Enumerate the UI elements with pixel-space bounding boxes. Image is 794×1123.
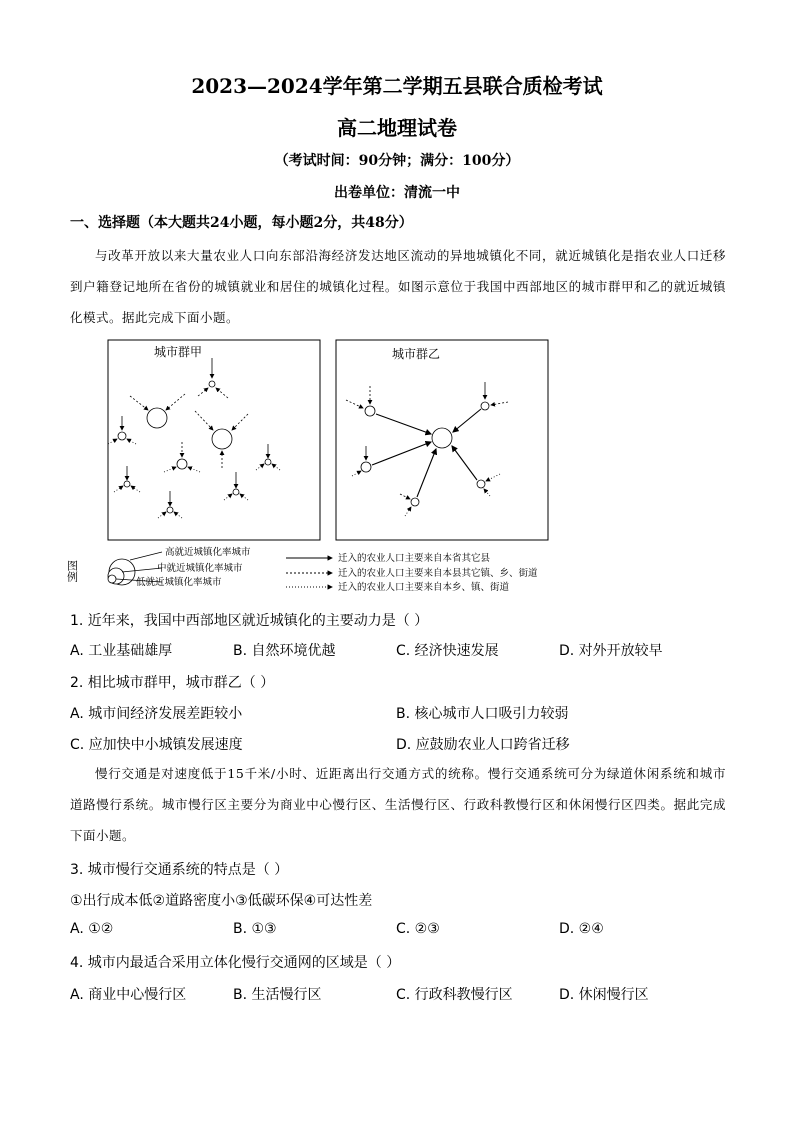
question-2-option-c[interactable]: C. 应加快中小城镇发展速度 <box>70 737 243 753</box>
question-3-option-d[interactable]: D. ②④ <box>559 921 604 937</box>
question-1-option-c[interactable]: C. 经济快速发展 <box>396 643 499 659</box>
question-2-option-a[interactable]: A. 城市间经济发展差距较小 <box>70 706 243 722</box>
passage-2: 慢行交通是对速度低于15千米/小时、近距离出行交通方式的统称。慢行交通系统可分为绿道休闲系统和城市道路慢行系统。城市慢行区主要分为商业中心慢行区、生活慢行区、行政科教慢行区和休闲慢行区四类。据此完成下面小题。 <box>70 766 726 843</box>
urbanization-figure <box>65 336 730 598</box>
city-group-yi-network <box>346 382 508 516</box>
question-1-option-b[interactable]: B. 自然环境优越 <box>233 643 336 659</box>
city-group-yi-label: 城市群乙 <box>392 347 441 361</box>
legend-arrow1: 迁入的农业人口主要来自本省其它县 <box>338 553 491 564</box>
passage-1: 与改革开放以来大量农业人口向东部沿海经济发达地区流动的异地城镇化不同，就近城镇化是指农业人口迁移到户籍登记地所在省份的城镇就业和居住的城镇化过程。如图示意位于我国中西部地区的城市群甲和乙的就近城镇化模式。据此完成下面小题。 <box>70 248 726 325</box>
question-3-stem: 3. 城市慢行交通系统的特点是（ ） <box>70 862 289 878</box>
exam-subtitle: 高二地理试卷 <box>337 116 457 140</box>
question-4-stem: 4. 城市内最适合采用立体化慢行交通网的区域是（ ） <box>70 955 401 971</box>
exam-title: 2023—2024学年第二学期五县联合质检考试 <box>191 74 603 98</box>
section-heading: 一、选择题（本大题共24小题，每小题2分，共48分） <box>70 215 413 231</box>
legend-low: 低就近城镇化率城市 <box>136 577 222 588</box>
city-group-jia-label: 城市群甲 <box>154 345 203 359</box>
question-3-statements: ①出行成本低②道路密度小③低碳环保④可达性差 <box>70 893 373 909</box>
question-3-option-c[interactable]: C. ②③ <box>396 921 440 937</box>
question-4-option-c[interactable]: C. 行政科教慢行区 <box>396 987 513 1003</box>
question-2-option-b[interactable]: B. 核心城市人口吸引力较弱 <box>396 706 569 722</box>
exam-info: （考试时间：90分钟；满分：100分） <box>274 153 520 169</box>
question-3-option-b[interactable]: B. ①③ <box>233 921 277 937</box>
city-group-jia-network <box>108 358 280 518</box>
legend-mid: 中就近城镇化率城市 <box>157 563 243 574</box>
question-1-stem: 1. 近年来，我国中西部地区就近城镇化的主要动力是（ ） <box>70 613 429 629</box>
legend-high: 高就近城镇化率城市 <box>165 547 251 558</box>
question-4-option-b[interactable]: B. 生活慢行区 <box>233 987 322 1003</box>
question-3-option-a[interactable]: A. ①② <box>70 921 114 937</box>
question-4-option-a[interactable]: A. 商业中心慢行区 <box>70 987 187 1003</box>
legend-arrow3: 迁入的农业人口主要来自本乡、镇、街道 <box>338 582 510 593</box>
question-4-option-d[interactable]: D. 休闲慢行区 <box>559 987 649 1003</box>
question-2-option-d[interactable]: D. 应鼓励农业人口跨省迁移 <box>396 737 570 753</box>
author-unit: 出卷单位：清流一中 <box>334 185 460 201</box>
question-2-stem: 2. 相比城市群甲，城市群乙（ ） <box>70 675 275 691</box>
legend-title: 图例 <box>65 560 79 582</box>
legend-arrow2: 迁入的农业人口主要来自本县其它镇、乡、街道 <box>338 568 538 579</box>
legend-arrows <box>286 558 332 587</box>
question-1-option-a[interactable]: A. 工业基础雄厚 <box>70 643 173 659</box>
question-1-option-d[interactable]: D. 对外开放较早 <box>559 643 663 659</box>
